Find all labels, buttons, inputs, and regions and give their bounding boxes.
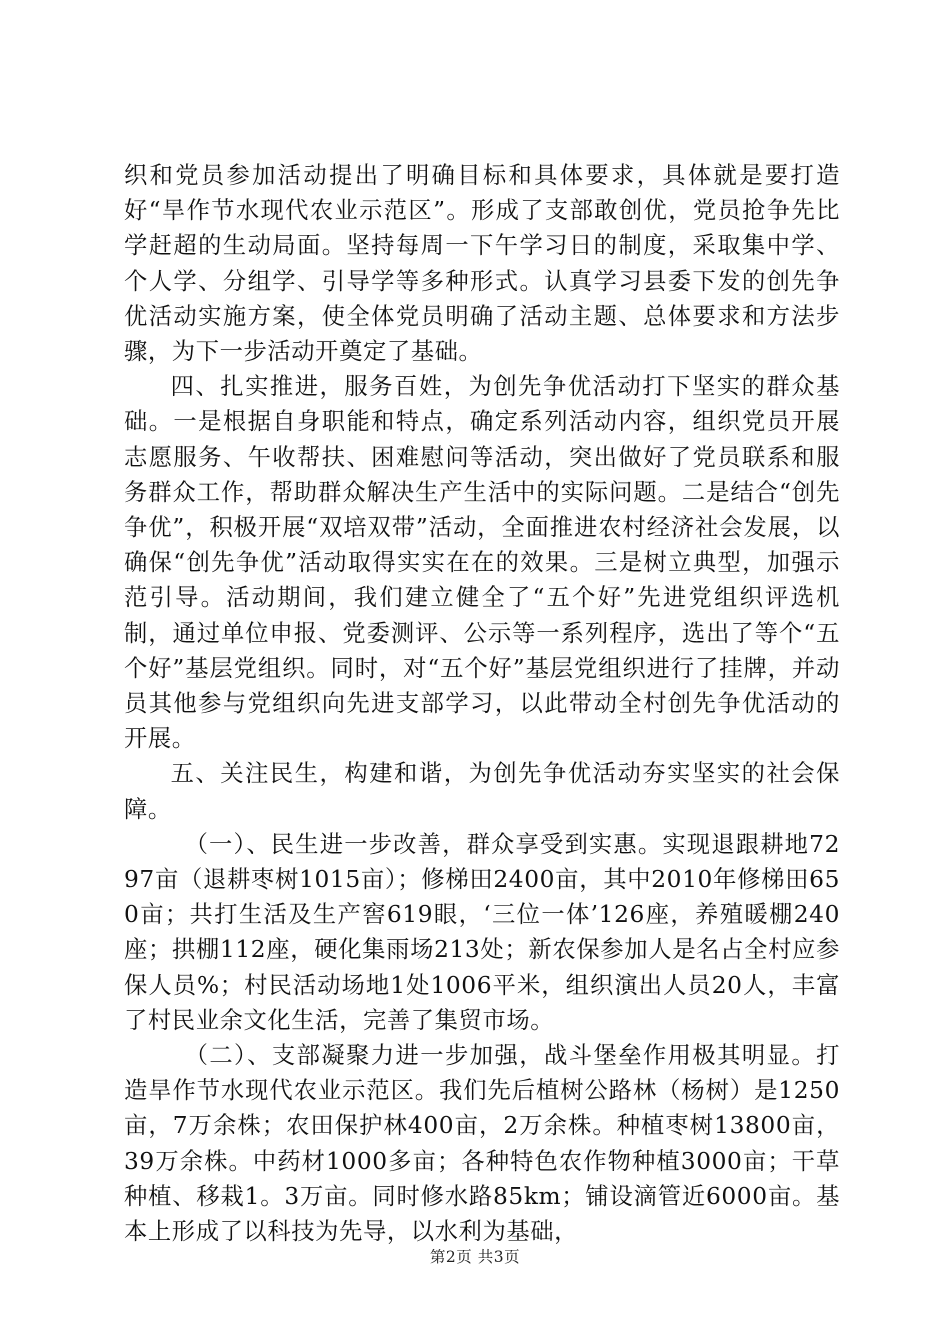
paragraph-item-two: （二）、支部凝聚力进一步加强，战斗堡垒作用极其明显。打造旱作节水现代农业示范区。我们先后植树公路林（杨树）是1250亩，7万余株；农田保护林400亩，2万余株。种植枣树13800亩，39万余株。中药材1000多亩；各种特色农作物种植3000亩；干草种植、移栽1。3万亩。同时修水路85km；铺设滴管近6000亩。基本上形成了以科技为先导，以水利为基础， [124, 1042, 840, 1246]
paragraph-section-four: 四、扎实推进，服务百姓，为创先争优活动打下坚实的群众基础。一是根据自身职能和特点，确定系列活动内容，组织党员开展志愿服务、午收帮扶、困难慰问等活动，突出做好了党员联系和服务群众工作，帮助群众解决生产生活中的实际问题。二是结合“创先争优”，积极开展“双培双带”活动，全面推进农村经济社会发展，以确保“创先争优”活动取得实实在在的效果。三是树立典型，加强示范引导。活动期间，我们建立健全了“五个好”先进党组织评选机制，通过单位申报、党委测评、公示等一系列程序，选出了等个“五个好”基层党组织。同时，对“五个好”基层党组织进行了挂牌，并动员其他参与党组织向先进支部学习，以此带动全村创先争优活动的开展。 [124, 373, 840, 753]
paragraph-section-five: 五、关注民生，构建和谐，为创先争优活动夯实坚实的社会保障。 [124, 760, 840, 823]
document-body [124, 158, 840, 1249]
page-number-footer: 第2页 共3页 [429, 1248, 521, 1266]
paragraph-continuation: 织和党员参加活动提出了明确目标和具体要求，具体就是要打造好“旱作节水现代农业示范区”。形成了支部敢创优，党员抢争先比学赶超的生动局面。坚持每周一下午学习日的制度，采取集中学、个人学、分组学、引导学等多种形式。认真学习县委下发的创先争优活动实施方案，使全体党员明确了活动主题、总体要求和方法步骤，为下一步活动开奠定了基础。 [124, 162, 840, 366]
paragraph-item-one: （一）、民生进一步改善，群众享受到实惠。实现退跟耕地7297亩（退耕枣树1015亩）；修梯田2400亩，其中2010年修梯田650亩；共打生活及生产窖619眼，‘三位一体’126座，养殖暖棚240座；拱棚112座，硬化集雨场213处；新农保参加人是名占全村应参保人员%；村民活动场地1处1006平米，组织演出人员20人，丰富了村民业余文化生活，完善了集贸市场。 [124, 830, 840, 1034]
